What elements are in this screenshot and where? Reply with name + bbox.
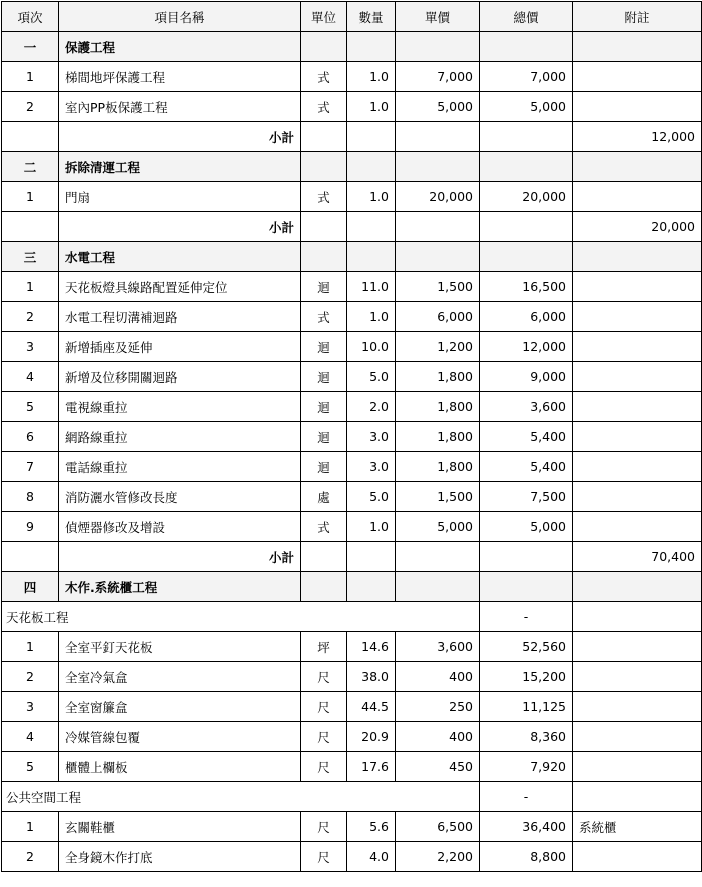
item-unit-price: 400: [396, 662, 480, 692]
table-row: [2, 182, 702, 212]
item-quantity: 5.6: [347, 812, 396, 842]
item-total: 12,000: [480, 332, 573, 362]
table-body: [2, 32, 702, 872]
cell-unit: [301, 572, 347, 602]
table-row: [2, 422, 702, 452]
item-quantity: 1.0: [347, 92, 396, 122]
item-quantity: 11.0: [347, 272, 396, 302]
item-unit: 坪: [301, 632, 347, 662]
item-total: 52,560: [480, 632, 573, 662]
section-number: 二: [2, 152, 59, 182]
item-unit: 尺: [301, 722, 347, 752]
table-row: [2, 512, 702, 542]
item-name: 電話線重拉: [59, 452, 301, 482]
item-note: [573, 392, 702, 422]
item-note: [573, 512, 702, 542]
header-quantity: 數量: [347, 2, 396, 32]
item-unit: 尺: [301, 752, 347, 782]
table-row: [2, 752, 702, 782]
cell-unit: [301, 542, 347, 572]
cell-unit: [301, 152, 347, 182]
cell-total: [480, 212, 573, 242]
subtotal-amount: 20,000: [573, 212, 702, 242]
cell-note: [573, 152, 702, 182]
cell-total: [480, 572, 573, 602]
item-quantity: 2.0: [347, 392, 396, 422]
item-unit-price: 3,600: [396, 632, 480, 662]
item-note: [573, 752, 702, 782]
item-total: 5,000: [480, 92, 573, 122]
table-row: [2, 482, 702, 512]
item-name: 偵煙器修改及增設: [59, 512, 301, 542]
table-row: [2, 662, 702, 692]
cell-total: [480, 242, 573, 272]
item-total: 6,000: [480, 302, 573, 332]
cell-total: [480, 152, 573, 182]
table-row: [2, 722, 702, 752]
cell-empty: [2, 542, 59, 572]
item-total: 5,400: [480, 452, 573, 482]
item-quantity: 10.0: [347, 332, 396, 362]
item-name: 全室冷氣盒: [59, 662, 301, 692]
table-row: [2, 62, 702, 92]
subtotal-amount: 70,400: [573, 542, 702, 572]
item-note: 系統櫃: [573, 812, 702, 842]
header-total: 總價: [480, 2, 573, 32]
item-number: 1: [2, 272, 59, 302]
item-number: 1: [2, 182, 59, 212]
item-unit-price: 6,000: [396, 302, 480, 332]
cell-price: [396, 122, 480, 152]
item-unit: 尺: [301, 662, 347, 692]
cell-total: [480, 32, 573, 62]
table-row: [2, 392, 702, 422]
header-item-name: 項目名稱: [59, 2, 301, 32]
cell-note: [573, 602, 702, 632]
table-row: [2, 842, 702, 872]
cell-price: [396, 242, 480, 272]
table-row: [2, 92, 702, 122]
cell-price: [396, 32, 480, 62]
item-number: 2: [2, 92, 59, 122]
item-note: [573, 452, 702, 482]
cell-price: [396, 152, 480, 182]
item-note: [573, 722, 702, 752]
subtotal-label: 小計: [59, 122, 301, 152]
item-unit: 式: [301, 92, 347, 122]
item-note: [573, 662, 702, 692]
item-unit-price: 1,500: [396, 272, 480, 302]
item-unit-price: 1,800: [396, 452, 480, 482]
item-number: 1: [2, 812, 59, 842]
item-name: 天花板燈具線路配置延伸定位: [59, 272, 301, 302]
cell-note: [573, 782, 702, 812]
item-total: 3,600: [480, 392, 573, 422]
section-title: 拆除清運工程: [59, 152, 301, 182]
item-total: 16,500: [480, 272, 573, 302]
item-note: [573, 272, 702, 302]
section-row: [2, 32, 702, 62]
item-total: 15,200: [480, 662, 573, 692]
item-note: [573, 842, 702, 872]
item-number: 9: [2, 512, 59, 542]
item-name: 網路線重拉: [59, 422, 301, 452]
item-unit-price: 250: [396, 692, 480, 722]
cell-qty: [347, 242, 396, 272]
cell-unit: [301, 212, 347, 242]
item-note: [573, 302, 702, 332]
subtotal-row: [2, 212, 702, 242]
item-note: [573, 692, 702, 722]
item-number: 3: [2, 332, 59, 362]
item-unit: 迴: [301, 362, 347, 392]
item-note: [573, 632, 702, 662]
item-quantity: 1.0: [347, 302, 396, 332]
item-quantity: 1.0: [347, 62, 396, 92]
cell-qty: [347, 212, 396, 242]
item-quantity: 3.0: [347, 422, 396, 452]
section-row: [2, 152, 702, 182]
group-title: 公共空間工程: [2, 782, 480, 812]
section-row: [2, 572, 702, 602]
item-quantity: 14.6: [347, 632, 396, 662]
cell-note: [573, 242, 702, 272]
item-unit-price: 1,500: [396, 482, 480, 512]
quotation-table: [1, 1, 702, 872]
group-row: [2, 602, 702, 632]
item-number: 1: [2, 632, 59, 662]
item-total: 8,800: [480, 842, 573, 872]
cell-note: [573, 572, 702, 602]
header-item-no: 項次: [2, 2, 59, 32]
header-row: [2, 2, 702, 32]
section-number: 一: [2, 32, 59, 62]
item-quantity: 20.9: [347, 722, 396, 752]
subtotal-label: 小計: [59, 542, 301, 572]
item-unit: 迴: [301, 422, 347, 452]
item-name: 室內PP板保護工程: [59, 92, 301, 122]
cell-unit: [301, 242, 347, 272]
section-number: 四: [2, 572, 59, 602]
item-unit: 迴: [301, 452, 347, 482]
item-quantity: 1.0: [347, 182, 396, 212]
cell-note: [573, 32, 702, 62]
item-name: 水電工程切溝補迴路: [59, 302, 301, 332]
item-number: 5: [2, 392, 59, 422]
item-number: 1: [2, 62, 59, 92]
item-number: 2: [2, 302, 59, 332]
subtotal-row: [2, 122, 702, 152]
item-number: 6: [2, 422, 59, 452]
item-number: 2: [2, 842, 59, 872]
item-name: 全室平釘天花板: [59, 632, 301, 662]
cell-qty: [347, 542, 396, 572]
group-total: -: [480, 782, 573, 812]
item-unit: 式: [301, 512, 347, 542]
section-title: 木作.系統櫃工程: [59, 572, 301, 602]
cell-total: [480, 542, 573, 572]
subtotal-label: 小計: [59, 212, 301, 242]
item-unit-price: 400: [396, 722, 480, 752]
item-total: 36,400: [480, 812, 573, 842]
item-unit: 式: [301, 302, 347, 332]
header-note: 附註: [573, 2, 702, 32]
item-unit: 尺: [301, 842, 347, 872]
item-quantity: 5.0: [347, 362, 396, 392]
cell-total: [480, 122, 573, 152]
item-quantity: 4.0: [347, 842, 396, 872]
item-total: 7,500: [480, 482, 573, 512]
item-number: 3: [2, 692, 59, 722]
item-unit: 迴: [301, 272, 347, 302]
table-row: [2, 272, 702, 302]
section-number: 三: [2, 242, 59, 272]
table-row: [2, 302, 702, 332]
item-quantity: 17.6: [347, 752, 396, 782]
item-unit-price: 5,000: [396, 512, 480, 542]
cell-price: [396, 542, 480, 572]
item-name: 玄關鞋櫃: [59, 812, 301, 842]
item-unit-price: 1,200: [396, 332, 480, 362]
item-note: [573, 182, 702, 212]
item-note: [573, 362, 702, 392]
item-unit: 處: [301, 482, 347, 512]
item-total: 7,920: [480, 752, 573, 782]
item-unit-price: 450: [396, 752, 480, 782]
item-unit: 式: [301, 62, 347, 92]
cell-unit: [301, 32, 347, 62]
item-total: 9,000: [480, 362, 573, 392]
item-note: [573, 62, 702, 92]
cell-price: [396, 212, 480, 242]
item-note: [573, 422, 702, 452]
item-unit-price: 7,000: [396, 62, 480, 92]
table-row: [2, 452, 702, 482]
item-number: 7: [2, 452, 59, 482]
item-name: 櫃體上欄板: [59, 752, 301, 782]
item-total: 7,000: [480, 62, 573, 92]
item-number: 4: [2, 362, 59, 392]
item-name: 新增插座及延伸: [59, 332, 301, 362]
item-name: 新增及位移開關迴路: [59, 362, 301, 392]
table-row: [2, 632, 702, 662]
item-quantity: 1.0: [347, 512, 396, 542]
item-name: 消防灑水管修改長度: [59, 482, 301, 512]
section-title: 水電工程: [59, 242, 301, 272]
table-row: [2, 362, 702, 392]
item-number: 4: [2, 722, 59, 752]
group-row: [2, 782, 702, 812]
cell-qty: [347, 152, 396, 182]
cell-qty: [347, 122, 396, 152]
item-unit: 尺: [301, 692, 347, 722]
item-unit-price: 2,200: [396, 842, 480, 872]
item-unit: 迴: [301, 392, 347, 422]
item-quantity: 38.0: [347, 662, 396, 692]
item-quantity: 44.5: [347, 692, 396, 722]
cell-qty: [347, 572, 396, 602]
item-note: [573, 92, 702, 122]
item-unit-price: 1,800: [396, 422, 480, 452]
group-total: -: [480, 602, 573, 632]
item-number: 5: [2, 752, 59, 782]
item-unit-price: 1,800: [396, 362, 480, 392]
item-number: 2: [2, 662, 59, 692]
item-unit-price: 1,800: [396, 392, 480, 422]
subtotal-amount: 12,000: [573, 122, 702, 152]
item-quantity: 3.0: [347, 452, 396, 482]
section-title: 保護工程: [59, 32, 301, 62]
item-unit-price: 5,000: [396, 92, 480, 122]
item-unit: 式: [301, 182, 347, 212]
item-name: 梯間地坪保護工程: [59, 62, 301, 92]
header-unit: 單位: [301, 2, 347, 32]
cell-price: [396, 572, 480, 602]
item-total: 5,000: [480, 512, 573, 542]
group-title: 天花板工程: [2, 602, 480, 632]
item-note: [573, 482, 702, 512]
cell-qty: [347, 32, 396, 62]
item-unit: 迴: [301, 332, 347, 362]
item-quantity: 5.0: [347, 482, 396, 512]
item-total: 11,125: [480, 692, 573, 722]
table-row: [2, 332, 702, 362]
item-total: 8,360: [480, 722, 573, 752]
subtotal-row: [2, 542, 702, 572]
header-unit-price: 單價: [396, 2, 480, 32]
item-note: [573, 332, 702, 362]
item-number: 8: [2, 482, 59, 512]
item-name: 冷媒管線包覆: [59, 722, 301, 752]
cell-unit: [301, 122, 347, 152]
item-unit: 尺: [301, 812, 347, 842]
item-name: 全室窗簾盒: [59, 692, 301, 722]
item-name: 全身鏡木作打底: [59, 842, 301, 872]
cell-empty: [2, 122, 59, 152]
cell-empty: [2, 212, 59, 242]
item-total: 5,400: [480, 422, 573, 452]
table-row: [2, 692, 702, 722]
item-unit-price: 6,500: [396, 812, 480, 842]
item-unit-price: 20,000: [396, 182, 480, 212]
item-name: 電視線重拉: [59, 392, 301, 422]
section-row: [2, 242, 702, 272]
table-row: [2, 812, 702, 842]
item-name: 門扇: [59, 182, 301, 212]
item-total: 20,000: [480, 182, 573, 212]
